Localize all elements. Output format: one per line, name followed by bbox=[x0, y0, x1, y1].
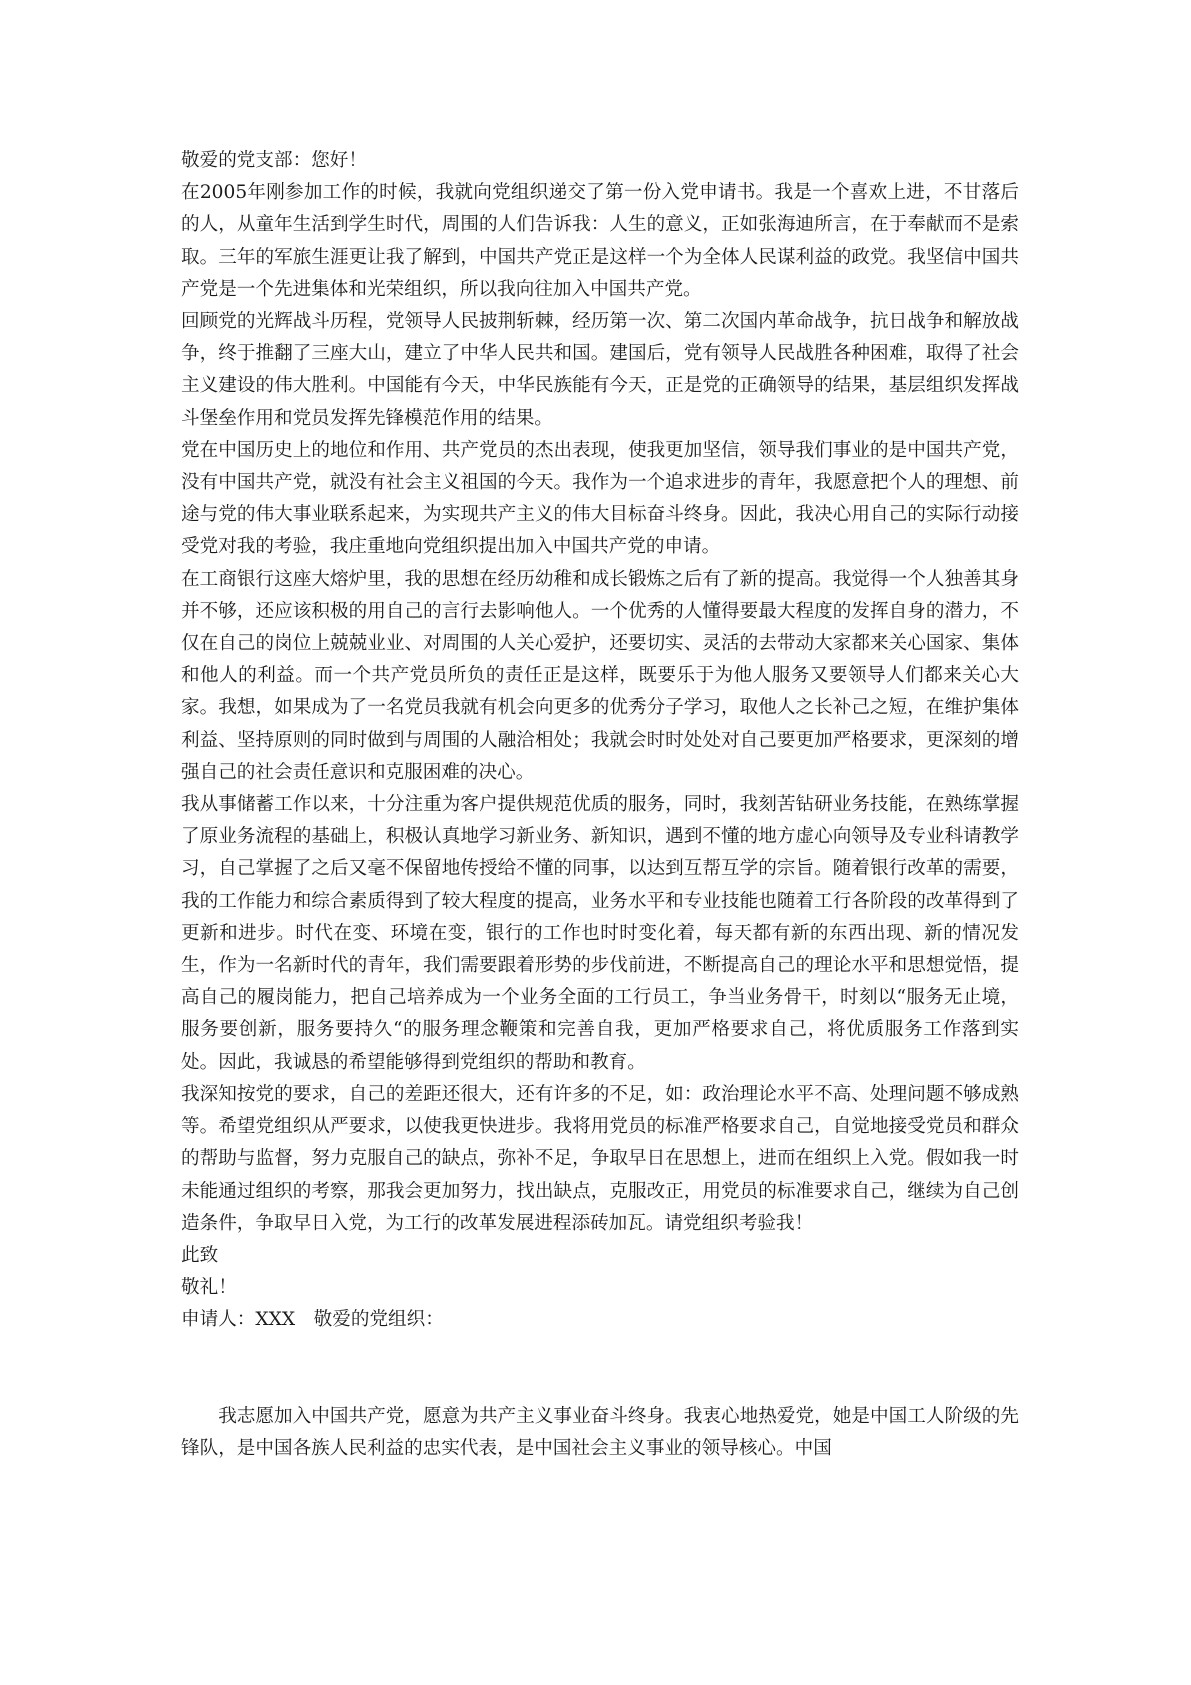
paragraph-6: 我深知按党的要求，自己的差距还很大，还有许多的不足，如：政治理论水平不高、处理问题不够成熟等。希望党组织从严要求，以使我更快进步。我将用党员的标准严格要求自己，自觉地接受党员和群众的帮助与监督，努力克服自己的缺点，弥补不足，争取早日在思想上，进而在组织上入党。假如我一时未能通过组织的考察，那我会更加努力，找出缺点，克服改正，用党员的标准要求自己，继续为自己创造条件，争取早日入党，为工行的改革发展进程添砖加瓦。请党组织考验我！ bbox=[181, 1083, 1019, 1234]
section-gap bbox=[181, 1337, 1019, 1401]
paragraph-2: 回顾党的光辉战斗历程，党领导人民披荆斩棘，经历第一次、第二次国内革命战争，抗日战争和解放战争，终于推翻了三座大山，建立了中华人民共和国。建国后，党有领导人民战胜各种困难，取得了社会主义建设的伟大胜利。中国能有今天，中华民族能有今天，正是党的正确领导的结果，基层组织发挥战斗堡垒作用和党员发挥先锋模范作用的结果。 bbox=[181, 311, 1019, 429]
closing-line-1: 此致 bbox=[181, 1244, 219, 1266]
paragraph-1: 在2005年刚参加工作的时候，我就向党组织递交了第一份入党申请书。我是一个喜欢上进，不甘落后的人，从童年生活到学生时代，周围的人们告诉我：人生的意义，正如张海迪所言，在于奉献而不是索取。三年的军旅生涯更让我了解到，中国共产党正是这样一个为全体人民谋利益的政党。我坚信中国共产党是一个先进集体和光荣组织，所以我向往加入中国共产党。 bbox=[181, 182, 1019, 300]
second-letter-paragraph: 我志愿加入中国共产党，愿意为共产主义事业奋斗终身。我衷心地热爱党，她是中国工人阶级的先锋队，是中国各族人民利益的忠实代表，是中国社会主义事业的领导核心。中国 bbox=[181, 1405, 1019, 1459]
paragraph-4: 在工商银行这座大熔炉里，我的思想在经历幼稚和成长锻炼之后有了新的提高。我觉得一个人独善其身并不够，还应该积极的用自己的言行去影响他人。一个优秀的人懂得要最大程度的发挥自身的潜力，不仅在自己的岗位上兢兢业业、对周围的人关心爱护，还要切实、灵活的去带动大家都来关心国家、集体和他人的利益。而一个共产党员所负的责任正是这样，既要乐于为他人服务又要领导人们都来关心大家。我想，如果成为了一名党员我就有机会向更多的优秀分子学习，取他人之长补己之短，在维护集体利益、坚持原则的同时做到与周围的人融洽相处；我就会时时处处对自己要更加严格要求，更深刻的增强自己的社会责任意识和克服困难的决心。 bbox=[181, 568, 1019, 783]
paragraph-5: 我从事储蓄工作以来，十分注重为客户提供规范优质的服务，同时，我刻苦钻研业务技能，在熟练掌握了原业务流程的基础上，积极认真地学习新业务、新知识，遇到不懂的地方虚心向领导及专业科请教学习，自己掌握了之后又毫不保留地传授给不懂的同事，以达到互帮互学的宗旨。随着银行改革的需要，我的工作能力和综合素质得到了较大程度的提高，业务水平和专业技能也随着工行各阶段的改革得到了更新和进步。时代在变、环境在变，银行的工作也时时变化着，每天都有新的东西出现、新的情况发生，作为一名新时代的青年，我们需要跟着形势的步伐前进，不断提高自己的理论水平和思想觉悟，提高自己的履岗能力，把自己培养成为一个业务全面的工行员工，争当业务骨干，时刻以“服务无止境，服务要创新，服务要持久“的服务理念鞭策和完善自我，更加严格要求自己，将优质服务工作落到实处。因此，我诚恳的希望能够得到党组织的帮助和教育。 bbox=[181, 794, 1019, 1073]
signature-line: 申请人：XXX 敬爱的党组织： bbox=[181, 1309, 444, 1331]
closing-line-2: 敬礼！ bbox=[181, 1277, 237, 1299]
paragraph-3: 党在中国历史上的地位和作用、共产党员的杰出表现，使我更加坚信，领导我们事业的是中国共产党，没有中国共产党，就没有社会主义祖国的今天。我作为一个追求进步的青年，我愿意把个人的理想、前途与党的伟大事业联系起来，为实现共产主义的伟大目标奋斗终身。因此，我决心用自己的实际行动接受党对我的考验，我庄重地向党组织提出加入中国共产党的申请。 bbox=[181, 439, 1019, 558]
salutation: 敬爱的党支部：您好！ bbox=[181, 150, 367, 171]
document-page bbox=[181, 145, 1019, 1465]
